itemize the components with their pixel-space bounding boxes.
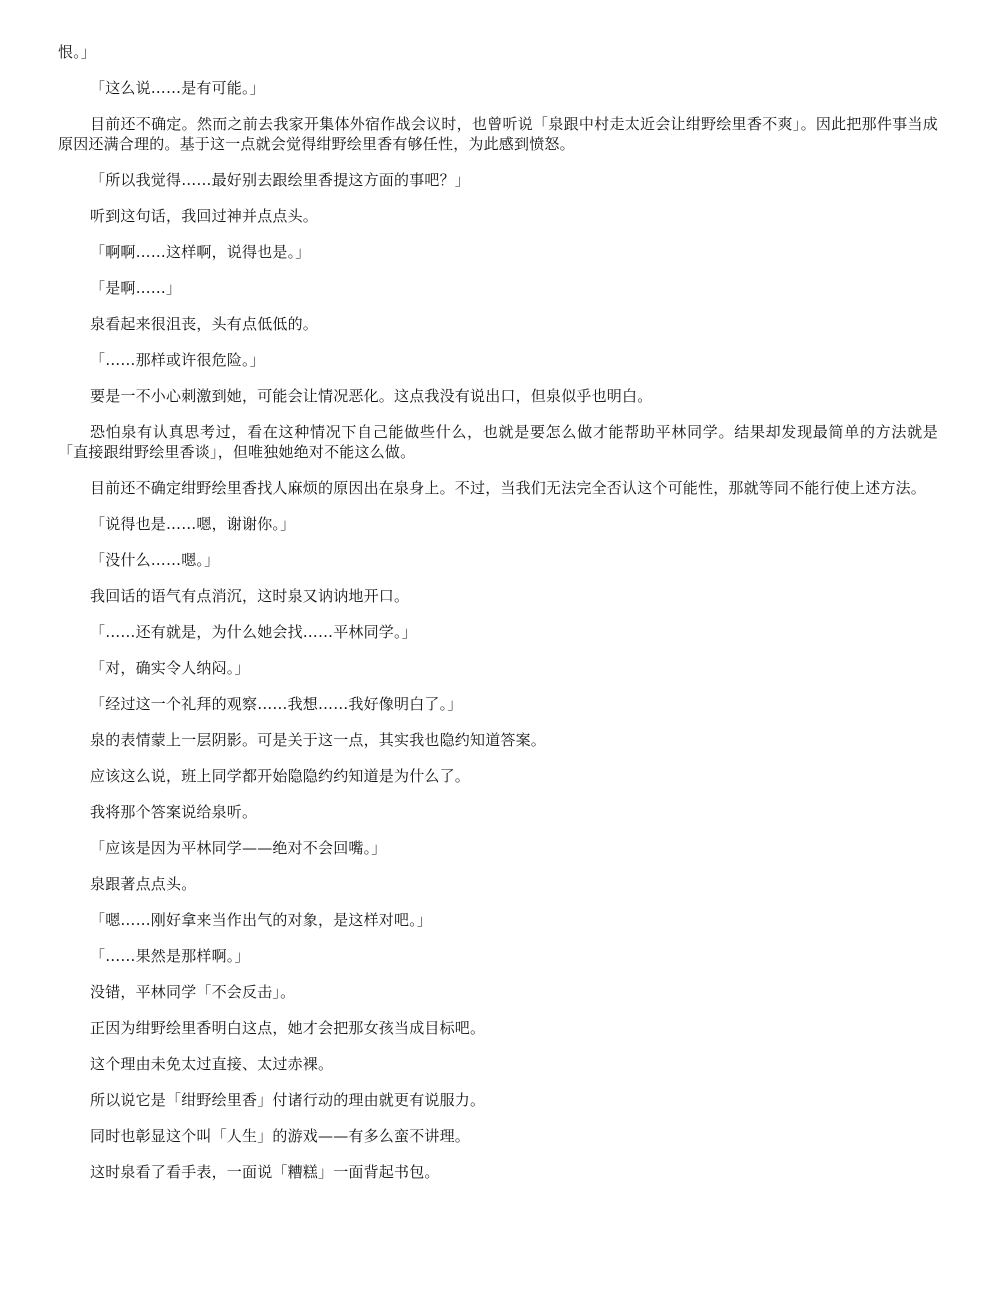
paragraph: 「这么说……是有可能。」 [90, 79, 265, 97]
paragraph: 泉看起来很沮丧，头有点低低的。 [90, 315, 319, 333]
paragraph: 恨。」 [58, 43, 97, 61]
paragraph: 目前还不确定。然而之前去我家开集体外宿作战会议时，也曾听说「泉跟中村走太近会让绀野绘里香不爽」。因此把那件事当成原因还满合理的。基于这一点就会觉得绀野绘里香有够任性，为此感到愤怒。 [58, 115, 938, 153]
paragraph: 目前还不确定绀野绘里香找人麻烦的原因出在泉身上。不过，当我们无法完全否认这个可能性，那就等同不能行使上述方法。 [90, 479, 927, 497]
document-page [58, 42, 938, 1198]
paragraph: 「对，确实令人纳闷。」 [90, 659, 250, 677]
paragraph: 「……那样或许很危险。」 [90, 351, 265, 369]
paragraph: 「嗯……刚好拿来当作出气的对象，是这样对吧。」 [90, 911, 433, 929]
paragraph: 「应该是因为平林同学——绝对不会回嘴。」 [90, 839, 387, 857]
paragraph: 「经过这一个礼拜的观察……我想……我好像明白了。」 [90, 695, 463, 713]
paragraph: 所以说它是「绀野绘里香」付诸行动的理由就更有说服力。 [90, 1091, 486, 1109]
paragraph: 「是啊……」 [90, 279, 182, 297]
paragraph: 听到这句话，我回过神并点点头。 [90, 207, 319, 225]
paragraph: 「所以我觉得……最好别去跟绘里香提这方面的事吧？」 [90, 171, 471, 189]
paragraph: 这时泉看了看手表，一面说「糟糕」一面背起书包。 [90, 1163, 440, 1181]
paragraph: 这个理由未免太过直接、太过赤裸。 [90, 1055, 334, 1073]
paragraph: 没错，平林同学「不会反击」。 [90, 983, 296, 1001]
paragraph: 正因为绀野绘里香明白这点，她才会把那女孩当成目标吧。 [90, 1019, 486, 1037]
paragraph: 「……果然是那样啊。」 [90, 947, 250, 965]
paragraph: 同时也彰显这个叫「人生」的游戏——有多么蛮不讲理。 [90, 1127, 471, 1145]
paragraph: 「……还有就是，为什么她会找……平林同学。」 [90, 623, 417, 641]
paragraph: 恐怕泉有认真思考过，看在这种情况下自己能做些什么，也就是要怎么做才能帮助平林同学。结果却发现最简单的方法就是「直接跟绀野绘里香谈」，但唯独她绝对不能这么做。 [58, 423, 938, 461]
paragraph: 泉跟著点点头。 [90, 875, 197, 893]
paragraph: 「啊啊……这样啊，说得也是。」 [90, 243, 311, 261]
paragraph: 泉的表情蒙上一层阴影。可是关于这一点，其实我也隐约知道答案。 [90, 731, 547, 749]
paragraph: 「说得也是……嗯，谢谢你。」 [90, 515, 296, 533]
paragraph: 我回话的语气有点消沉，这时泉又讷讷地开口。 [90, 587, 410, 605]
paragraph: 应该这么说，班上同学都开始隐隐约约知道是为什么了。 [90, 767, 471, 785]
paragraph: 要是一不小心刺激到她，可能会让情况恶化。这点我没有说出口，但泉似乎也明白。 [90, 387, 653, 405]
paragraph: 「没什么……嗯。」 [90, 551, 220, 569]
paragraph: 我将那个答案说给泉听。 [90, 803, 258, 821]
